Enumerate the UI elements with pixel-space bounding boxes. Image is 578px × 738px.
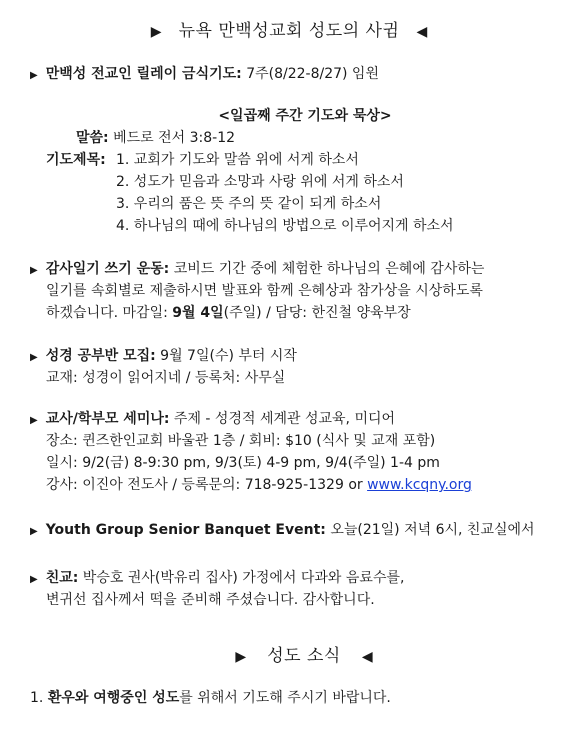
fellowship-item: ▶ 친교: 박승호 권사(박유리 집사) 가정에서 다과와 음료수를, (30, 570, 405, 586)
right-triangle-icon: ▶ (235, 649, 247, 665)
prayer-item: 2. 성도가 믿음과 소망과 사랑 위에 서게 하소서 (116, 174, 404, 190)
relay-item (30, 63, 379, 87)
bible-item: ▶ 성경 공부반 모집: 9월 7일(수) 부터 시작 (30, 348, 297, 364)
prayer-item: 3. 우리의 품은 뜻 주의 뜻 같이 되게 하소서 (116, 196, 382, 212)
seminar-line: 강사: 이진아 전도사 / 등록문의: 718-925-1329 or www.kcqny.org (46, 477, 472, 493)
bullet-icon: ▶ (30, 352, 38, 363)
youth-item: ▶ Youth Group Senior Banquet Event: 오늘(21일) 저녁 6시, 친교실에서 (30, 522, 535, 538)
seminar-line: 장소: 퀸즈한인교회 바울관 1층 / 회비: $10 (식사 및 교재 포함) (46, 433, 436, 449)
prayer-word: 말씀: 베드로 전서 3:8-12 (76, 130, 236, 146)
bullet-icon: ▶ (30, 526, 38, 537)
thanks-item: ▶ 감사일기 쓰기 운동: 코비드 기간 중에 체험한 하나님의 은혜에 감사하는 (30, 261, 485, 277)
bullet-icon: ▶ (30, 70, 38, 81)
bullet-icon: ▶ (30, 415, 38, 426)
bullet-icon: ▶ (30, 265, 38, 276)
page-title: 뉴욕 만백성교회 성도의 사귐 (178, 21, 400, 41)
seminar-line: 일시: 9/2(금) 8-9:30 pm, 9/3(토) 4-9 pm, 9/4(주일) 1-4 pm (46, 455, 440, 471)
prayer-item: 1. 교회가 기도와 말씀 위에 서게 하소서 (116, 152, 359, 168)
left-triangle-icon: ◀ (416, 24, 428, 40)
right-triangle-icon: ▶ (150, 24, 162, 40)
bullet-icon: ▶ (30, 574, 38, 585)
bible-line: 교재: 성경이 읽어지네 / 등록처: 사무실 (46, 370, 286, 386)
page-header (0, 16, 578, 41)
prayer-item: 4. 하나님의 때에 하나님의 방법으로 이루어지게 하소서 (116, 218, 454, 234)
seminar-item: ▶ 교사/학부모 세미나: 주제 - 성경적 세계관 성교육, 미디어 (30, 411, 396, 427)
relay-label: 만백성 전교인 릴레이 금식기도: (45, 66, 242, 82)
fellowship-line: 변귀선 집사께서 떡을 준비해 주셨습니다. 감사합니다. (46, 592, 375, 608)
thanks-line: 하겠습니다. 마감일: 9월 4일(주일) / 담당: 한진철 양육부장 (46, 305, 411, 321)
website-link[interactable]: www.kcqny.org (367, 477, 472, 493)
left-triangle-icon: ◀ (361, 649, 373, 665)
prayer-topic-label: 기도제목: (46, 152, 106, 168)
news-item: 1. 환우와 여행중인 성도를 위해서 기도해 주시기 바랍니다. (30, 690, 391, 706)
thanks-line: 일기를 속회별로 제출하시면 발표와 함께 은혜상과 참가상을 시상하도록 (46, 283, 483, 299)
news-title: 성도 소식 (267, 646, 341, 666)
relay-text: 7주(8/22-8/27) 임원 (241, 66, 379, 82)
news-header (0, 641, 578, 666)
prayer-heading: <일곱째 주간 기도와 묵상> (218, 108, 392, 124)
